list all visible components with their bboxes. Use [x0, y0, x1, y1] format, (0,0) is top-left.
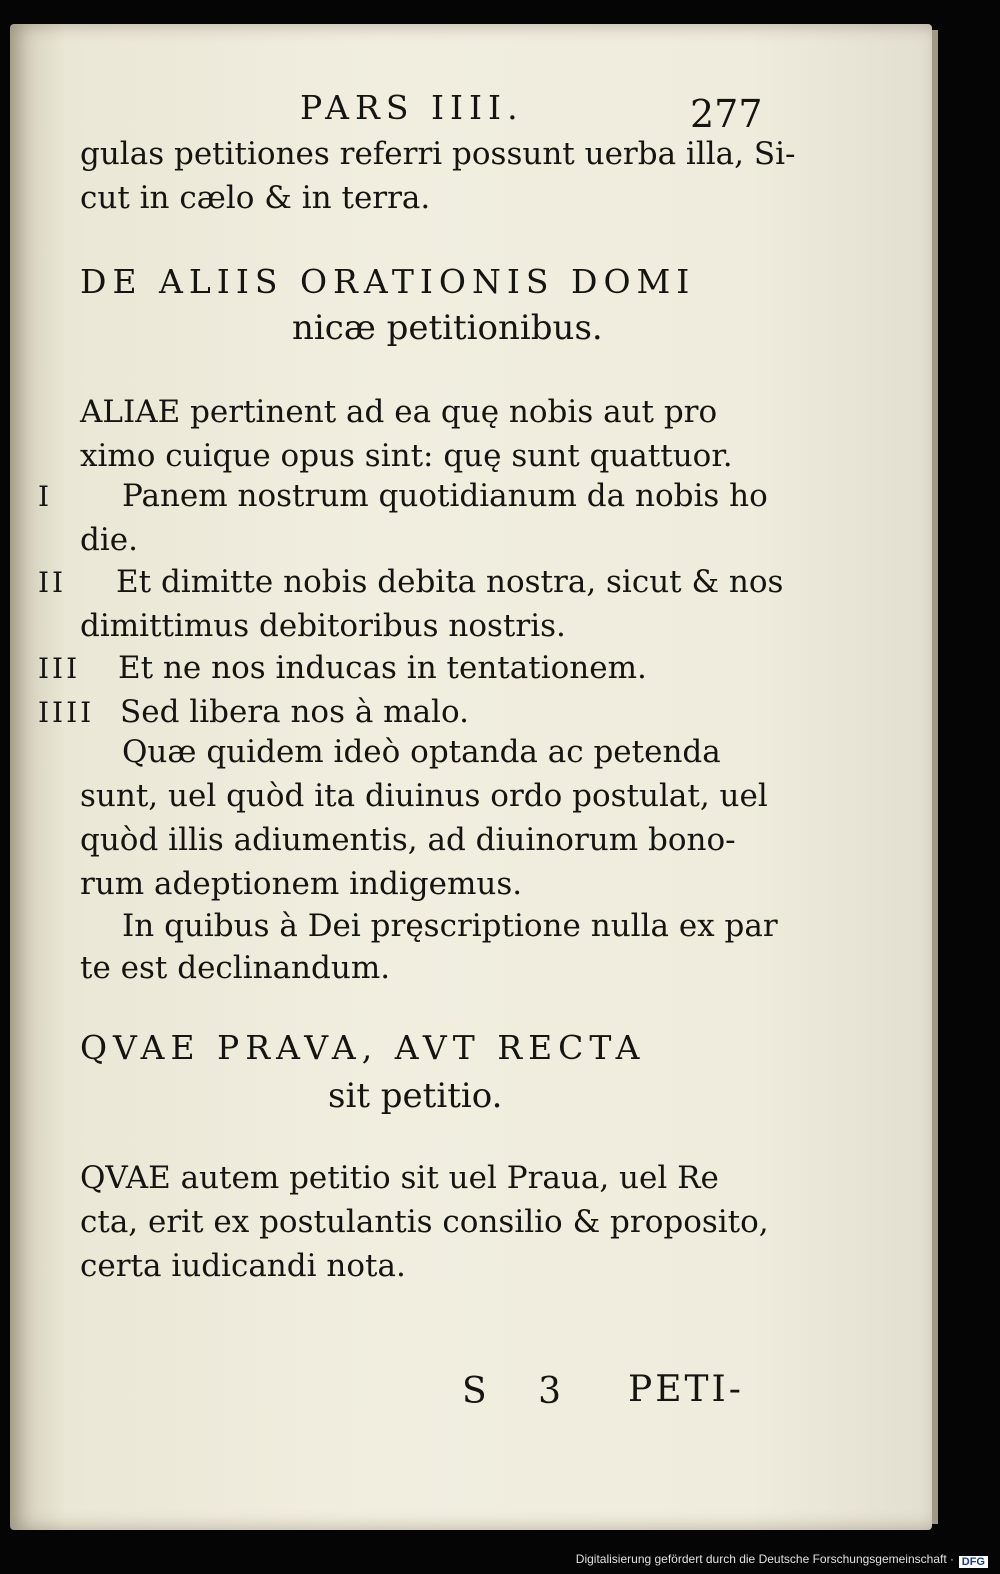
- item-line: Et ne nos inducas in tentationem.: [118, 650, 647, 686]
- para-line: certa iudicandi nota.: [80, 1248, 406, 1284]
- body-line: sunt, uel quòd ita diuinus ordo postulat, uel: [80, 778, 768, 814]
- item-line: Panem nostrum quotidianum da nobis ho: [122, 478, 768, 514]
- running-title: PARS IIII.: [300, 88, 524, 127]
- item-number: II: [38, 566, 67, 599]
- intro-line-2: cut in cælo & in terra.: [80, 180, 431, 216]
- signature-mark: S 3: [462, 1371, 582, 1412]
- para-line: QVAE autem petitio sit uel Praua, uel Re: [80, 1160, 719, 1196]
- page-number: 277: [690, 92, 763, 136]
- catchword: PETI-: [628, 1369, 744, 1410]
- funding-notice: Digitalisierung gefördert durch die Deutsche Forschungsgemeinschaft ·: [575, 1552, 954, 1566]
- section-heading-2: QVAE PRAVA, AVT RECTA: [80, 1028, 646, 1067]
- item-line: Et dimitte nobis debita nostra, sicut & nos: [116, 564, 784, 600]
- para-line-2: ximo cuique opus sint: quę sunt quattuor.: [80, 438, 733, 474]
- intro-line-1: gulas petitiones referri possunt uerba illa, Si-: [80, 136, 796, 172]
- item-line: Sed libera nos à malo.: [120, 694, 469, 730]
- body-line: Quæ quidem ideò optanda ac petenda: [122, 734, 721, 770]
- para-line: cta, erit ex postulantis consilio & proposito,: [80, 1204, 769, 1240]
- dfg-logo: DFG: [959, 1556, 988, 1568]
- body-line: quòd illis adiumentis, ad diuinorum bono-: [80, 822, 736, 858]
- body-line: te est declinandum.: [80, 950, 391, 986]
- section-heading-1-sub: nicæ petitionibus.: [292, 308, 603, 348]
- item-line: die.: [80, 522, 138, 558]
- body-line: rum adeptionem indigemus.: [80, 866, 523, 902]
- body-line: In quibus à Dei pręscriptione nulla ex par: [122, 908, 778, 944]
- item-number: I: [38, 480, 53, 513]
- item-number: IIII: [38, 696, 95, 729]
- para-line-1: ALIAE pertinent ad ea quę nobis aut pro: [80, 394, 718, 430]
- section-heading-2-sub: sit petitio.: [328, 1076, 503, 1116]
- page-edge: [932, 30, 938, 1524]
- section-heading-1: DE ALIIS ORATIONIS DOMI: [80, 262, 696, 301]
- item-line: dimittimus debitoribus nostris.: [80, 608, 566, 644]
- item-number: III: [38, 652, 81, 685]
